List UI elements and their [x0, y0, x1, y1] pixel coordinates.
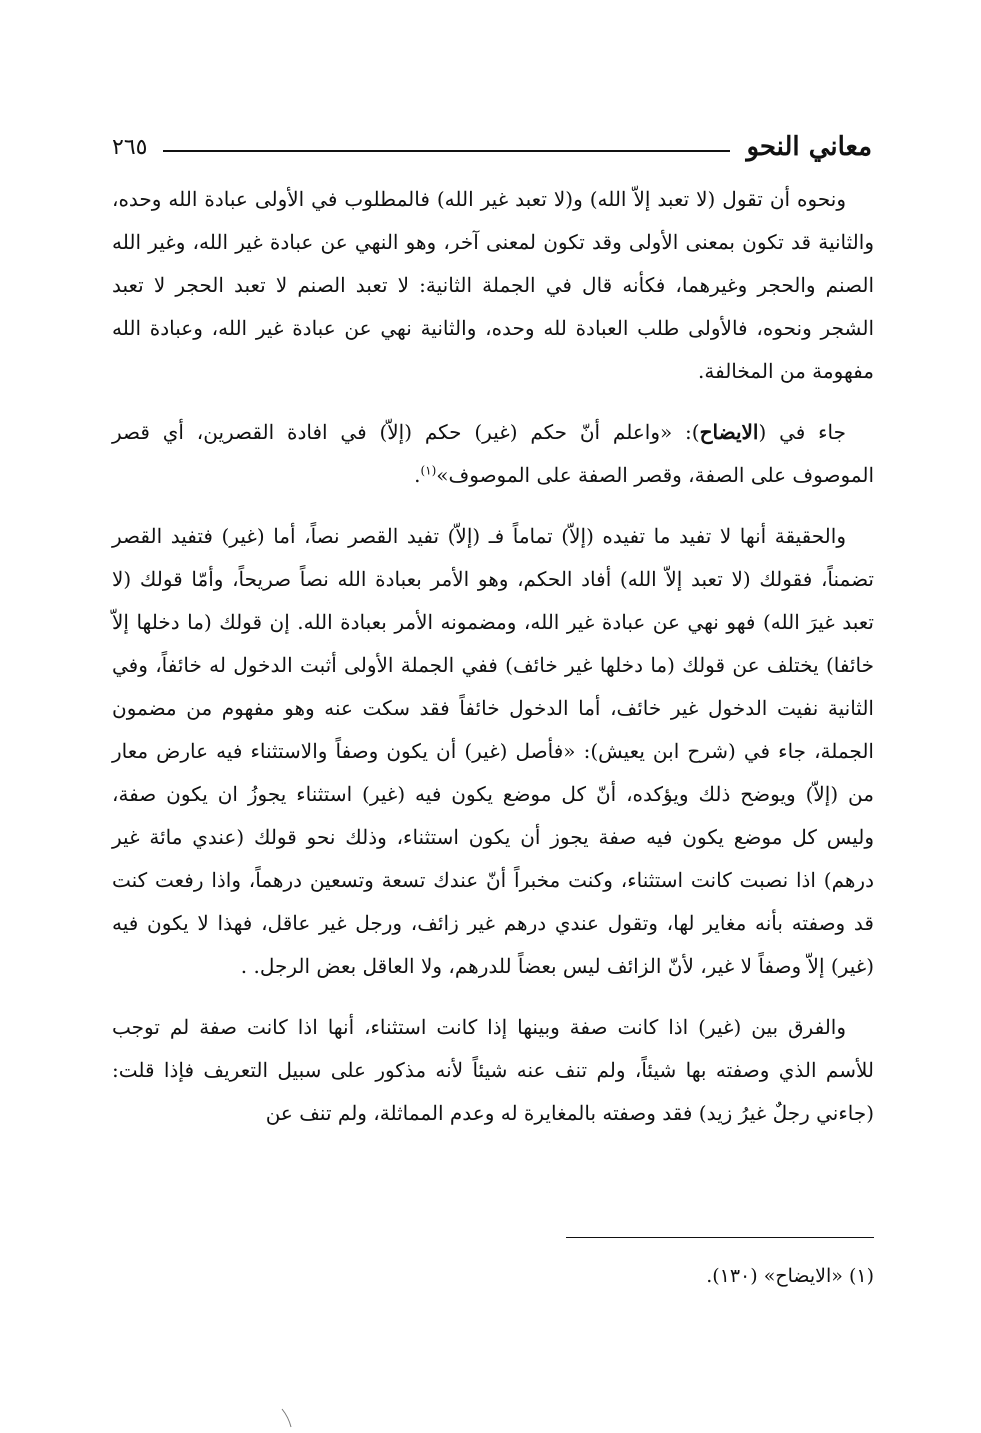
- book-title: معاني النحو: [746, 132, 872, 162]
- page-number: ٢٦٥: [112, 134, 148, 160]
- body-text: [112, 178, 874, 1153]
- scan-mark: [280, 1408, 294, 1428]
- footnote: (١) «الايضاح» (١٣٠).: [706, 1265, 874, 1287]
- paragraph-1: ونحوه أن تقول (لا تعبد إلاّ الله) و(لا تعبد غير الله) فالمطلوب في الأولى عبادة الله وحده، والثانية قد تكون بمعنى الأولى وقد تكون لمعنى آخر، وهو النهي عن عبادة غير الله، وغير الله الصنم والحجر وغيرهما، فكأنه قال في الجملة الثانية: لا تعبد الصنم لا تعبد الحجر لا تعبد الشجر ونحوه، فالأولى طلب العبادة لله وحده، والثانية نهي عن عبادة غير الله، وعبادة الله مفهومة من المخالفة.: [112, 187, 874, 383]
- footnote-rule: [566, 1237, 874, 1238]
- footnote-reference: (١): [420, 463, 437, 478]
- paragraph-2-prefix: جاء في (: [758, 420, 847, 444]
- paragraph-2-quote: ): «واعلم أنّ حكم (غير) حكم (إلاّ) في افادة القصرين، أي قصر الموصوف على الصفة، وقصر الصفة على الموصوف»: [112, 420, 874, 487]
- paragraph-4: والفرق بين (غير) اذا كانت صفة وبينها إذا كانت استثناء، أنها اذا كانت صفة لم توجب للأسم الذي وصفته بها شيئاً، ولم تنف عنه شيئاً لأنه مذكور على سبيل التعريف فإذا قلت: (جاءني رجلٌ غيرُ زيد) فقد وصفته بالمغايرة له وعدم المماثلة، ولم تنف عن: [112, 1015, 874, 1125]
- paragraph-3: والحقيقة أنها لا تفيد ما تفيده (إلاّ) تماماً فـ (إلاّ) تفيد القصر نصاً، أما (غير) فتفيد القصر تضمناً، فقولك (لا تعبد إلاّ الله) أفاد الحكم، وهو الأمر بعبادة الله نصاً صريحاً، وأمّا قولك (لا تعبد غيرَ الله) فهو نهي عن عبادة غير الله، ومضمونه الأمر بعبادة الله. إن قولك (ما دخلها إلاّ خائفا) يختلف عن قولك (ما دخلها غير خائف) ففي الجملة الأولى أثبت الدخول له خائفاً، وفي الثانية نفيت الدخول غير خائف، أما الدخول خائفاً فقد سكت عنه وهو مفهوم من مضمون الجملة، جاء في (شرح ابن يعيش): «فأصل (غير) أن يكون وصفاً والاستثناء فيه عارض معار من (إلاّ) ويوضح ذلك ويؤكده، أنّ كل موضع يكون فيه (غير) استثناء يجوزُ ان يكون صفة، وليس كل موضع يكون فيه صفة يجوز أن يكون استثناء، وذلك نحو قولك (عندي مائة غير درهم) اذا نصبت كانت استثناء، وكنت مخبراً أنّ عندك تسعة وتسعين درهماً، واذا رفعت كنت قد وصفته بأنه مغاير لها، وتقول عندي درهم غير زائف، ورجل غير عاقل، فهذا لا يكون فيه (غير) إلاّ وصفاً لا غير، لأنّ الزائف ليس بعضاً للدرهم، ولا العاقل بعض الرجل. .: [112, 524, 874, 978]
- running-header: [112, 126, 872, 168]
- paragraph-2: [112, 411, 874, 497]
- source-title-bold: الايضاح: [699, 420, 759, 444]
- header-rule: [163, 150, 730, 152]
- paragraph-2-end: .: [414, 463, 421, 487]
